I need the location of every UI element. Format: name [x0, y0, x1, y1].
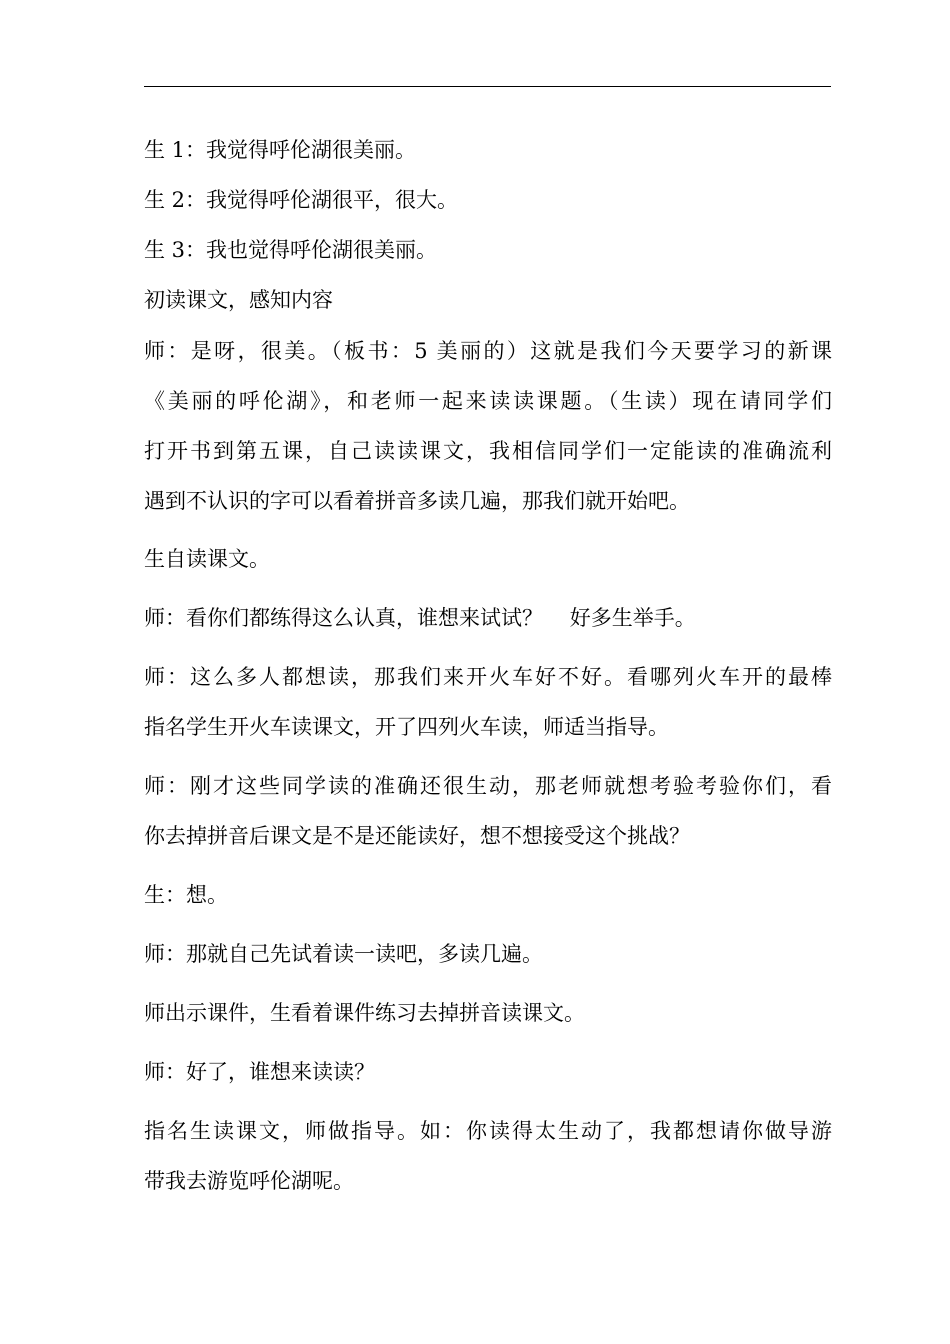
- text-line: 《美丽的呼伦湖》，和老师一起来读读课题。（生读）现在请同学们: [144, 389, 832, 413]
- text-line: 生：想。: [144, 883, 228, 907]
- text-line: 你去掉拼音后课文是不是还能读好，想不想接受这个挑战？: [144, 824, 690, 848]
- text-line: 师：那就自己先试着读一读吧，多读几遍。: [144, 942, 543, 966]
- text-line: 带我去游览呼伦湖呢。: [144, 1169, 354, 1193]
- text-line: 遇到不认识的字可以看着拼音多读几遍，那我们就开始吧。: [144, 489, 690, 513]
- section-heading: 初读课文，感知内容: [144, 288, 333, 312]
- text-line: 指名学生开火车读课文，开了四列火车读，师适当指导。: [144, 715, 669, 739]
- text-line: 指名生读课文，师做指导。如：你读得太生动了，我都想请你做导游: [144, 1119, 832, 1143]
- text-line: 师：是呀，很美。（板书：5 美丽的）这就是我们今天要学习的新课: [144, 339, 832, 363]
- text-line: 师：看你们都练得这么认真，谁想来试试？ 好多生举手。: [144, 606, 696, 630]
- text-line: 生 2：我觉得呼伦湖很平，很大。: [144, 188, 459, 212]
- text-line: 生 3：我也觉得呼伦湖很美丽。: [144, 238, 438, 262]
- text-line: 生 1：我觉得呼伦湖很美丽。: [144, 138, 417, 162]
- header-rule: [144, 86, 831, 87]
- text-line: 师：这么多人都想读，那我们来开火车好不好。看哪列火车开的最棒: [144, 665, 832, 689]
- text-line: 打开书到第五课，自己读读课文，我相信同学们一定能读的准确流利: [144, 439, 832, 463]
- text-line: 师出示课件，生看着课件练习去掉拼音读课文。: [144, 1001, 585, 1025]
- text-line: 师：刚才这些同学读的准确还很生动，那老师就想考验考验你们，看: [144, 774, 832, 798]
- text-line: 生自读课文。: [144, 547, 270, 571]
- text-line: 师：好了，谁想来读读？: [144, 1060, 375, 1084]
